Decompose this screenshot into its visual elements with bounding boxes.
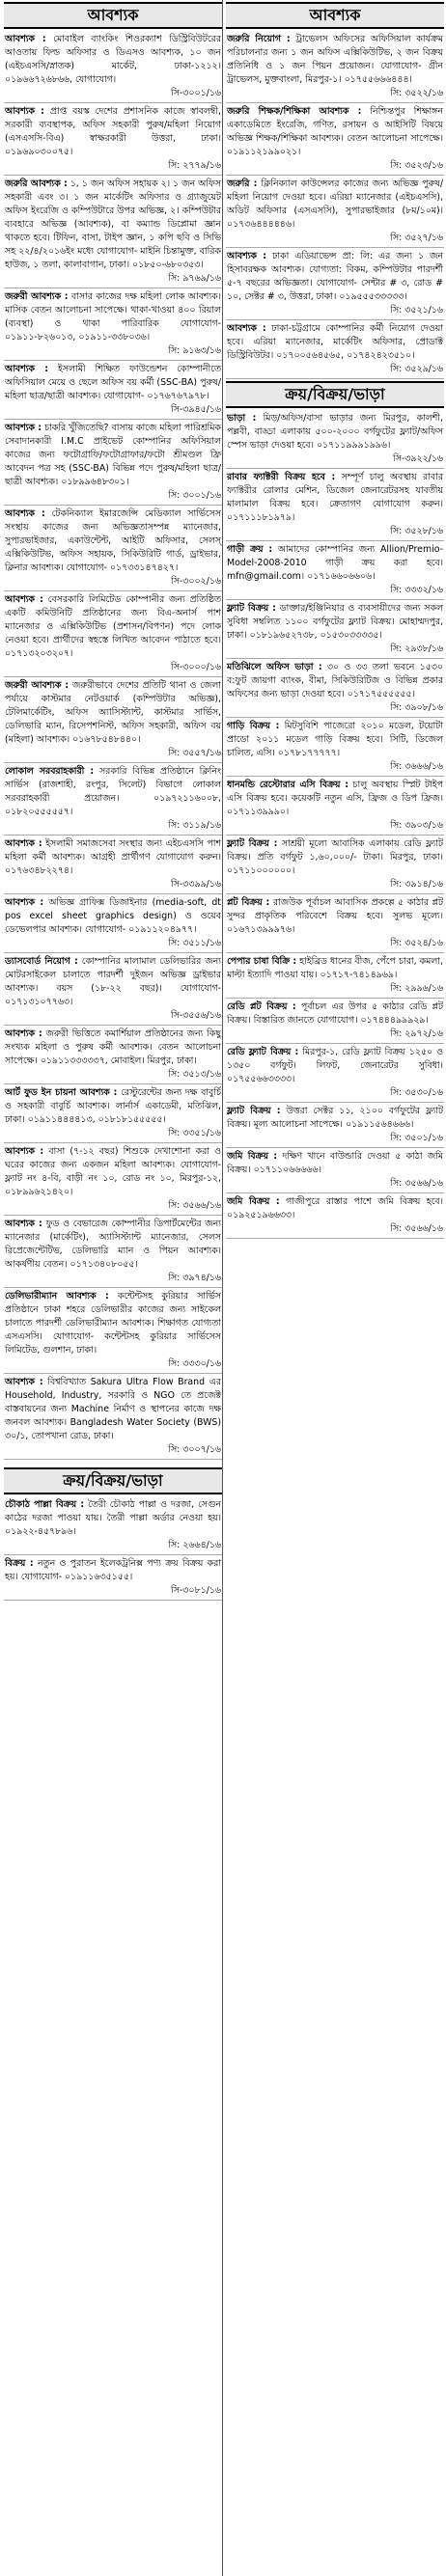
ad-title: জরুরি নিয়োগ :	[227, 34, 291, 44]
ad-title: জরুরী আবশ্যক :	[5, 680, 70, 691]
ad-title: আবশ্যক :	[227, 251, 266, 261]
ad-body: ৩০ ও ৩৩ তলা ভবনে ১৫৩০ ব:ফুট জায়গা ব্যাংক, বীমা, সিকিউরিটিজ ও বিভিন্ন প্রকার অফিসের জন্য ভাড়া দেওয়া হবে। ০১৭১৭৫৫৫৫৫৫।	[227, 662, 443, 699]
ad-body: পূর্বাচল এর উপর ৫ কাঠার রেডি প্লট বিক্রয়। বিস্তারিত জানতে যোগাযোগ। ০১৭৪৪৪৯৯৯২৯।	[227, 1001, 443, 1026]
ad-code: সি: ৩৫২৮/১৬	[390, 526, 443, 536]
classified-ad	[4, 1086, 222, 1143]
right-column	[226, 0, 444, 2576]
ad-body: ঢাকা-চট্টগ্রামে কোম্পানির কর্মী নিয়োগ দেওয়া হবে। এরিয়া ম্যানেজার, মার্কেটিং অফিসার, প্রোডাক্ট ডিস্ট্রিবিউটর। ০১৭০০৫৬৪৫৬৫, ০১৭৪২৪২৩৫১০।	[227, 323, 443, 361]
ad-title: জমি বিক্রয় :	[227, 1196, 280, 1207]
ad-body: ঢাকা এডিয়াভেন্স প্রা: লি: এর জন্য ১ জন হিসাবরক্ষক আবশ্যক। যোগ্যতা: বিকম, কম্পিউটার পারদর্শী ৫-৭ বছরের অভিজ্ঞতা। যোগাযোগ- সেন্টার # ৩, রোড # ১০, সেক্টর # ৩, উত্তরা, ঢাকা। ০১৯৫৫৫৩৩৩৩৩।	[227, 251, 443, 302]
ad-body: বাসা (৭-১২ বছর) শিশুকে দেখাশোনা করা ও ঘরের কাজের জন্য একজন মহিলা আবশ্যক। যোগাযোগ- ফ্ল্যাট নং ৪-বি, বাড়ী নং ১০, রোড নং ১০, মিরপুর-১২, ০১৮৯৯৬২১৪২০।	[5, 1146, 222, 1197]
ad-code: সি-৩০০০/১৬	[171, 662, 221, 672]
ad-code: সি-৩০০২/১৬	[171, 576, 221, 587]
ad-title: জমি বিক্রয় :	[227, 1151, 278, 1162]
ad-title: আবশ্যক :	[227, 323, 266, 334]
ad-code: সি: ২৯৭২/১৬	[390, 1028, 443, 1039]
ad-title: জরুরী আবশ্যক :	[5, 291, 69, 302]
ad-title: লোকাল সরবরাহকারী :	[5, 766, 95, 777]
ad-title: আবশ্যক :	[5, 1028, 42, 1039]
ad-body: সাশ্রয়ী মূল্যে আবাসিক এলাকায় রেডি ফ্ল্যাট বিক্রয়। প্রতি বর্গফুট ১,৬০,০০০/- টাকা। মিরপুর, ঢাকা। ০১৭১১০০০০০০।	[227, 838, 443, 876]
ad-code: সি: ৩৫৬৬/১৬	[390, 1223, 443, 1234]
ad-body: মিড়/অফিস/বাসা ভাড়ার জন্য মিরপুর, কালশী, পল্লবী, বাড্ডা এলাকায় ৫০০-২০০০ বর্গফুটের ফ্ল্যাট/অফিস স্পেস ভাড়া দেওয়া হবে। ০১৭১১৯৯৯১৯৯৬।	[227, 413, 443, 451]
ad-code: সি: ২৭৭৯/১৬	[168, 160, 221, 171]
ad-code: সি: ৩৩৩০/১৬	[168, 1358, 221, 1369]
classified-ad	[226, 1000, 444, 1044]
ad-code: সি: ৯৭৬৯/১৬	[168, 273, 221, 284]
classified-ad	[4, 178, 222, 288]
ad-body: চাকরি খুঁজিতেছি? বাসায় কাজে মহিলা পারিশ্রমিক সেবাদানকারী I.M.C প্রাইভেট কোম্পানির অফিসিয়াল কাজের জন্য ফটোগ্রাফি/ফটোগ্রাফার/ফটো শ্রীমণ্ডল ফ্রি আবেদন পত্র সহ (SSC-BA) বিভিন্ন পদে পুরুষ/মহিলা ছাত্র/ছাত্রী আবশ্যক। ০১৮৯৯৬৪৮৩০১।	[5, 423, 221, 487]
ad-title: আবশ্যক :	[5, 106, 44, 117]
ad-title: ফ্ল্যাট বিক্রয় :	[227, 838, 278, 849]
ad-title: মতিঝিলে অফিস ভাড়া :	[227, 662, 322, 672]
classified-ad	[4, 1498, 222, 1555]
ad-code: সি: ৩৫২৪/১৬	[390, 938, 443, 948]
classified-ad	[226, 412, 444, 469]
ad-code: সি: ৩৬৬৬/১৬	[390, 761, 443, 772]
classified-ad	[226, 543, 444, 600]
classified-ad	[4, 1145, 222, 1216]
left-column	[4, 0, 222, 2576]
ad-title: জরুরি :	[227, 178, 258, 189]
ad-title: আবশ্যক :	[5, 508, 45, 519]
classified-ad	[4, 363, 222, 420]
classified-ad	[4, 33, 222, 103]
ad-body: দক্ষিণ খানে বাউন্ডারি দেওয়া ৫ কাঠা জমি বিক্রয়। ০১৭১১০৬৬৬৬৬।	[227, 1151, 443, 1175]
ad-title: জরুরি শিক্ষক/শিক্ষিকা আবশ্যক :	[227, 106, 362, 117]
ad-body: ক্লিনিক্যাল কাউন্সেলর কাজের জন্য অভিজ্ঞ পুরুষ/মহিলা নিয়োগ দেওয়া হবে। এরিয়া ম্যানেজার (এইচএসসি), অডিট অফিসার (এসএসসি), সুপারভাইজার (৮ম/১০ম)। ০১৭৩৬৪৪৪৪৪৬।	[227, 178, 444, 230]
classified-ad	[4, 1557, 222, 1601]
ad-code: সি: ২৯৯৬/১৬	[390, 983, 443, 994]
ad-title: আবশ্যক :	[5, 838, 42, 849]
ad-body: কোম্পানির মালামাল ডেলিভারির জন্য মোটরসাইকেল চালাতে পারদর্শী দুইজন অভিজ্ঞ ড্রাইভার আবশ্যক। বয়স (১৮-২২ বছর)। যোগাযোগ- ০১৭১৩১০৭৭৬৩।	[5, 956, 221, 1007]
ad-code: সি: ৩৯০৮/১৬	[390, 702, 443, 713]
ad-code: সি: ৩১১৯/১৬	[168, 820, 221, 831]
ad-code: সি-৩৯৪৫/১৬	[171, 404, 221, 415]
ad-body: ফুড ও বেভারেজ কোম্পানীর ডিপার্টমেন্টের জন্য ম্যানেজার (মার্কেটিং), অ্যাসিস্ট্যান্ট ম্যানেজার, সেলস রিপ্রেজেন্টেটিভ, ডেলিভারি ম্যান ও পিয়ন আবশ্যক। আকর্ষণীয় বেতন। ০১৭১৩৪০৮০৫৫।	[5, 1219, 221, 1270]
ad-body: নতুন ও পুরাতন ইলেকট্রনিক্স পণ্য ক্রয় বিক্রয় করা হয়। যোগাযোগ- ০১৯১১৬৩৫১৫৫।	[5, 1558, 221, 1582]
ad-title: ধানমন্ডি রেস্টোরার এসি বিক্রয় :	[227, 780, 348, 790]
ad-code: সি: ৩৩৩২/১৬	[390, 585, 443, 595]
section-header-wanted-right: আবশ্যক	[226, 2, 444, 29]
ad-code: সি: ৩৫১৩/১৬	[168, 1069, 221, 1080]
ad-body: বাসার কাজের দক্ষ মহিলা লোক আবশ্যক। মাসিক বেতন আলোচনা সাপেক্ষে। থাকা-খাওয়া ৪০০ রিয়াল (ব্যবস্থা) ও থাকা পারিবারিক যোগাযোগ- ০১৯১১-৮২৬০১৩, ০১৯১১-৩৩৮০৩৬।	[5, 291, 221, 343]
ad-title: আবশ্যক :	[5, 1219, 42, 1229]
ad-code: সি: ৩০০১/১৬	[168, 490, 221, 501]
ad-body: মোবাইল ব্যাংকিং শিওরক্যাশ ডিস্ট্রিবিউটরের আওতায় ফিল্ড অফিসার ও ডিএসও আবশ্যক, ১০ জন (এইচএসসি/স্নাতক) মার্কেট, ঢাকা-১২১২। ০১৯৬৬৭২৬৮৬৬, যোগাযোগ।	[5, 34, 221, 85]
classified-ad	[4, 896, 222, 953]
ad-code: সি: ২৬৬৪/১৬	[168, 1540, 221, 1550]
classified-ad	[4, 955, 222, 1026]
ad-title: আবশ্যক :	[5, 423, 42, 433]
ad-body: অভিজ্ঞ গ্রাফিক্স ডিজাইনার (media-soft, dt pos excel sheet graphics design) ও ওয়েব ডেভেলপার আবশ্যক। যোগাযোগ- ০১৯১১২০৪৯৭৭।	[5, 897, 221, 935]
ad-code: সি: ৩৩৫১/১৬	[168, 1128, 221, 1138]
ad-body: বিশ্ববিখ্যাত Sakura Ultra Flow Brand এর Household, Industry, সরকারি ও NGO তে প্রজেক্ট বাস্তবায়নের জন্য Machine নির্মাণ ও স্থাপনের কাজে দক্ষ জনবল আবশ্যক। Bangladesh Water Society (BWS) ৩০/১, তোপখানা রোড, ঢাকা।	[5, 1377, 221, 1441]
ad-title: ফ্ল্যাট বিক্রয় :	[227, 1106, 281, 1116]
classified-ad	[226, 105, 444, 176]
ad-body: ইসলামী শিক্ষিত ফাউন্ডেশন কোম্পানীতে অফিসিয়াল মেয়ে ও ছেলে অফিস বয় কর্মী (SSC-BA) পুরুষ/মহিলা ছাত্র/ছাত্রী আবশ্যক। যোগাযোগ- ০১৭৬৭৬৭৯৭৮।	[5, 364, 221, 401]
ad-code: সি: ৩৫২৯/১৬	[390, 364, 443, 374]
classified-ad	[4, 679, 222, 763]
ad-code: সি: ৩৫১১/১৬	[168, 938, 221, 948]
classified-ad	[226, 1195, 444, 1239]
ad-title: আবশ্যক :	[5, 34, 46, 44]
classified-ad	[4, 765, 222, 836]
ad-code: সি: ৩৫৬৬/১৬	[168, 1200, 221, 1211]
ad-code: সি: ৩৫২১/১৬	[390, 305, 443, 315]
ad-body: রাজউক পূর্বাচল আবাসিক প্রকল্পে ৫ কাঠার প্লট সুন্দর প্রাকৃতিক পরিবেশে বিক্রয় হবে। সুলভ মূল্যে। ০১৬৭১৩৯৯৯৭৬।	[227, 897, 444, 935]
classified-ad	[226, 471, 444, 541]
classified-ad	[226, 896, 444, 953]
right-mid-ads-list	[226, 412, 444, 1239]
ad-body: চালু অবস্থায় স্প্লিট টাইপ এসি বিক্রয় হবে। কয়েকটি নতুন এসি, ফ্রিজ ও ডিপ ফ্রিজ। ০১৭১১৩৯৯৯০।	[227, 780, 443, 817]
classified-ad	[226, 837, 444, 894]
ad-title: ভাড়া :	[227, 413, 257, 424]
ad-title: আবশ্যক :	[5, 594, 43, 605]
ad-body: বেসরকারি লিমিটেড কোম্পানীর জন্য প্রতিষ্ঠিত একটি কমিউনিটি প্রতিষ্ঠানের জন্য বিএ-অনার্স পাশ ম্যানেজার ও এক্সিকিউটিভ (প্রশাসন/বিপণন) পদে লোক নেওয়া হবে। প্রার্থীদের স্বহস্তে লিখিত আবেদন পাঠাতে হবে। ০১৭১৩২০৩২০৭।	[5, 594, 222, 659]
ad-title: প্লট বিক্রয় :	[227, 897, 270, 908]
ad-code: সি: ৩৯৭৪/১৬	[168, 1273, 221, 1283]
ad-title: ডেলিভারীম্যান আবশ্যক :	[5, 1291, 109, 1302]
ad-code: সি-৩৯২২/১৬	[393, 453, 443, 464]
ad-body: তৈরী চৌকাঠ পাল্লা ও দরজা, সেগুন কাঠের দরজা পাওয়া যায়। তৈরী পাল্লা অর্ডার নেওয়া হয়। ০১৯২২-৪৫৭৮৯৬।	[5, 1499, 222, 1537]
ad-code: সি: ৩৯০৩/১৬	[390, 820, 443, 831]
ad-code: সি: ৩৫২৭/১৬	[390, 233, 443, 243]
classified-ad	[226, 779, 444, 836]
ad-title: জরুরি আবশ্যক :	[5, 178, 68, 189]
ad-code: সি: ৩৫৫৭/১৬	[168, 748, 221, 758]
ad-title: আবশ্যক :	[5, 1377, 43, 1387]
ad-code: সি-৩০৮১/১৬	[171, 1585, 221, 1596]
classified-ad	[226, 33, 444, 103]
ad-title: আবশ্যক :	[5, 1146, 44, 1157]
ad-body: মিরপুর-১, রেডি ফ্ল্যাট বিক্রয় ১২৫০ ও ১৩৫০ বর্গফুট। লিফট, জেনারেটর সুবিধা। ০১৭৫৫৬৬৩৩৩৩।	[227, 1047, 443, 1084]
ad-title: আবশ্যক :	[5, 364, 48, 374]
ad-code: সি-৩৩৯৯/১৬	[171, 879, 221, 890]
ad-title: রেডি ফ্ল্যাট বিক্রয় :	[227, 1047, 299, 1057]
ad-title: গাড়ী ক্রয় :	[227, 544, 273, 555]
section-header-wanted: আবশ্যক	[4, 2, 222, 29]
ad-title: রেডি প্লট বিক্রয় :	[227, 1001, 296, 1012]
ad-code: সি: ৯১৬৩/১৬	[168, 345, 221, 356]
ad-body: ১, ১ জন অফিস সহায়ক ২। ১ জন অফিস সহকারী এবং ৩। ১ জন মার্কেটিং অফিসার ও গ্র্যাজুয়েট অফিস ইংরেজি ও কম্পিউটারে উপর অভিজ্ঞ, ২। কম্পিউটার ব্যবহারে অভিজ্ঞ (আবশ্যক), বা কম্যান্ড ডিপ্লোমা জ্ঞান থাকতে হবে। টিফিন, বাসা, টাইপ জ্ঞান, ১ কপি ছবি ও সিভি সহ ২২/৪/২০১৬ইং মধ্যে যোগাযোগ- মাইনি চিন্তামুক্ত, বারিক হাউজ, ১ তলা, কালাবাগান, ঢাকা। ০১৮৫০-৬৮০৩৫৩।	[5, 178, 221, 270]
ad-title: বিক্রয় :	[5, 1558, 34, 1569]
classified-ad	[4, 837, 222, 894]
ad-body: ট্রাভেলস অফিসের অফিসিয়াল কার্যক্রম পরিচালনার জন্য ১ জন অফিস এক্সিকিউটিভ, ২ জন বিক্রয় প্রতিনিধি ও ১ জন পিয়ন প্রয়োজন। যোগাযোগ- গ্রীন ট্রাভেলস, মুক্তবাংলা, মিরপুর-১। ০১৭৫৫৬৬৬৪৪৪।	[227, 34, 443, 85]
ad-code: সি: ২৯৩৮/১৬	[390, 644, 443, 654]
ad-title: আবশ্যক :	[5, 897, 44, 908]
ad-title: আর্ট ফুড ইন চায়না আবশ্যক :	[5, 1087, 118, 1098]
ad-body: ইসলামী সমাজসেবা সংস্থার জন্য এইচএসসি পাশ মহিলা কর্মী আবশ্যক। আগ্রহী প্রার্থীগণ যোগাযোগ করুন। ০১৭৬৩৪৮২২৭৪।	[5, 838, 221, 876]
ad-body: জরুরী ভিত্তিতে কমার্শিয়াল প্রতিষ্ঠানের জন্য কিছু সংখ্যক মহিলা ও পুরুষ কর্মী আবশ্যক। বেতন আলোচনা সাপেক্ষে। ০১৯১১৩৩৩৩৩৭, মোবাইল। মিরপুর, ঢাকা।	[5, 1028, 221, 1066]
ad-code: সি: ৩৯১৪/১৬	[390, 879, 443, 890]
ad-code: সি: ৩৫৩০/১৬	[390, 1087, 443, 1098]
classified-ad	[226, 602, 444, 659]
ad-body: রেস্টুরেন্টের জন্য দক্ষ বাবুর্চি ও সহকারী বাবুর্চি আবশ্যক। লার্নার্স একাডেমী, মতিঝিল, ঢাকা। ০১৯১১৪৪৪৪১৩, ০১৮১৮১৫৫৫৫৫।	[5, 1087, 221, 1125]
ad-body: আমাদের কোম্পানির জন্য Allion/Premio-Model-2008-2010 গাড়ী ক্রয় করা হবে। mfn@gmail.com। ০১৭১৬৬০৬৬০৬।	[227, 544, 443, 582]
ad-body: ডাক্তার/ইঞ্জিনিয়ার ও ব্যবসায়ীদের জন্য সকল সুবিধা সম্বলিত ১১০০ বর্গফুটের ফ্ল্যাট বিক্রয়। মোহাম্মদপুর, ঢাকা। ০১৮১৯৬৫২৭৩৮, ০১৫৩০৩৩৩৩৫।	[227, 603, 443, 641]
classified-ad	[4, 1376, 222, 1460]
classified-ad	[4, 1028, 222, 1084]
left-bottom-ads-list	[4, 1498, 222, 1601]
ad-title: রাবার ফ্যাক্টরী বিক্রয় হবে :	[227, 472, 336, 482]
classified-ad	[4, 290, 222, 361]
classified-ad	[4, 593, 222, 677]
ad-code: সি: ৩৫২২/১৬	[390, 88, 443, 98]
ad-title: পেপার চাষা বিক্রি :	[227, 956, 297, 967]
ad-title: ফ্ল্যাট বিক্রয় :	[227, 603, 276, 614]
classified-ad	[226, 1105, 444, 1148]
classified-ad	[4, 1290, 222, 1374]
ad-body: নিশ্চিন্তপুর শিক্ষাঙ্গন একাডেমিতে ইংরেজি, গণিত, রসায়ন ও আইসিটি বিষয়ে অভিজ্ঞ শিক্ষক/শিক্ষিকা আবশ্যক। বেতন আলোচনা সাপেক্ষে। ০১৯১১২১৯৯০২১।	[227, 106, 443, 157]
right-ads-list	[226, 33, 444, 379]
ad-code: সি: ৩০০৭/১৬	[168, 1444, 221, 1455]
ad-body: সম্পূর্ণ চালু অবস্থায় রাবার ফ্যাক্টরীর রোলার মেশিন, ডিজেল জেনারেটরসহ যাবতীয় মালামাল বিক্রয় হবে। ক্রেতাগণ যোগাযোগ করুন। ০১৭১১১৮১৯৭৯।	[227, 472, 443, 523]
ad-body: প্রাপ্ত বয়স্ক দেশের প্রশাসনিক কাজে স্বাবলম্বী, সরকারী ব্যবস্থাপক, অফিস সহকারী পুরুষ/মহিলা নিয়োগ (এসএসসি-বিএ) স্বাক্ষরকারী উত্তরা, ঢাকা। ০১৯৬৯০৩০০৭৫।	[5, 106, 221, 157]
classified-ad	[226, 720, 444, 777]
left-ads-list	[4, 33, 222, 1460]
classified-ad	[226, 661, 444, 718]
ad-body: হাইব্রিড ধানের বীজ, পেঁপে চারা, কমলা, মাল্টা ইত্যাদি পাওয়া যায়। ০১৭১৭-৭৪১৪৯৬৯।	[227, 956, 443, 980]
section-header-buy-sell-rent: ক্রয়/বিক্রয়/ভাড়া	[4, 1467, 222, 1494]
classified-ad	[4, 422, 222, 506]
classified-ad	[226, 178, 444, 248]
section-header-buy-sell-rent-right: ক্রয়/বিক্রয়/ভাড়া	[226, 381, 444, 408]
ad-body: গাজীপুরে রাস্তার পাশে জমি বিক্রয় হবে। ০১৯২৫১৯৬৬৩৩।	[227, 1196, 443, 1220]
ad-body: উত্তরা সেক্টর ১১, ২১০০ বর্গফুটের ফ্ল্যাট বিক্রয়। মূল্য আলোচনা সাপেক্ষে। ০১৯১১৫৬৪৬৬৬।	[227, 1106, 443, 1130]
classified-ad	[4, 105, 222, 176]
ad-body: টেকনিক্যাল ইমারজেন্সি মেডিক্যাল সার্ভিসেস সংস্থায় কাজের জন্য অভিজ্ঞতাসম্পন্ন ম্যানেজার, সুপারভাইজার, একাউন্টেন্ট, আইটি অফিসার, সেলস্‌ এক্সিকিউটিভ, অফিস সহায়ক, সিকিউরিটি গার্ড, ড্রাইভার, ক্লিনার আবশ্যক। যোগাযোগ- ০১৭৩৩১৪৭৪২৭।	[5, 508, 221, 573]
ad-body: মিটসুবিশি পাজেরো ২০১০ মডেল, টয়োটা প্রাডো ২০১১ মডেল গাড়ি বিক্রয় হবে। সিটি, ডিজেল চালিত, এসি। ০১৭৮১৭৭৭৭৭।	[227, 721, 443, 758]
classified-ad	[4, 507, 222, 591]
ad-code: সি: ৩৫৬৬/১৬	[390, 1178, 443, 1189]
ad-title: গাড়ি বিক্রয় :	[227, 721, 280, 731]
classified-ad	[226, 322, 444, 379]
classified-ad	[226, 955, 444, 999]
ad-code: সি: ৩৫০১/১৬	[390, 1133, 443, 1143]
column-divider	[222, 0, 223, 2576]
ad-code: সি: ৩৫২৩/১৬	[390, 160, 443, 171]
ad-code: সি-৩০০১/১৬	[171, 88, 221, 98]
classified-ad	[226, 1046, 444, 1103]
ad-title: ড্যাসবোর্ড নিয়োগ :	[5, 956, 78, 967]
ad-code: সি-৩৫৫৬/১৬	[171, 1010, 221, 1021]
ad-title: চৌকাঠ পাল্লা বিক্রয় :	[5, 1499, 85, 1510]
ad-body: সরকারি বিভিন্ন প্রতিষ্ঠানে ক্লিনিং সার্ভিস (রাজশাহী, রংপুর, সিলেট) বিভাগে লোকাল সরবরাহকারী প্রয়োজন। ০১৯৭২১১৬০০৮, ০১৮২০৫৫৫৫৫৭।	[5, 766, 221, 817]
classified-ad	[226, 1150, 444, 1193]
ad-body: কন্টেন্টসহ কুরিয়ার সার্ভিস প্রতিষ্ঠানে ঢাকা শহরে ডেলিভারীর কাজের জন্য সাইকেল চালাতে পারদর্শী ডেলিভারীম্যান আবশ্যক। শিক্ষাগত যোগ্যতা এসএসসি। যোগাযোগ- কন্টেন্টসহ কুরিয়ার সার্ভিসেস লিমিটেড, গুলশান, ঢাকা।	[5, 1291, 221, 1356]
classified-ad	[4, 1218, 222, 1288]
classified-ad	[226, 250, 444, 320]
ad-body: জরুরীভাবে দেশের প্রতিটি থানা ও জেলা পর্যায়ে কাস্টমার নেটওয়ার্ক (কম্পিউটার অভিজ্ঞ), টেলিমার্কেটিং, অফিস অ্যাসিস্ট্যান্ট, কাস্টমার সার্ভিস, ডেলিভারি ম্যান, রিসেপশনিস্ট, অফিস সহকারী, অফিস বয় (মহিলা) আবশ্যক। ০১৬৭৮৫৪৮৪৪০।	[5, 680, 221, 745]
